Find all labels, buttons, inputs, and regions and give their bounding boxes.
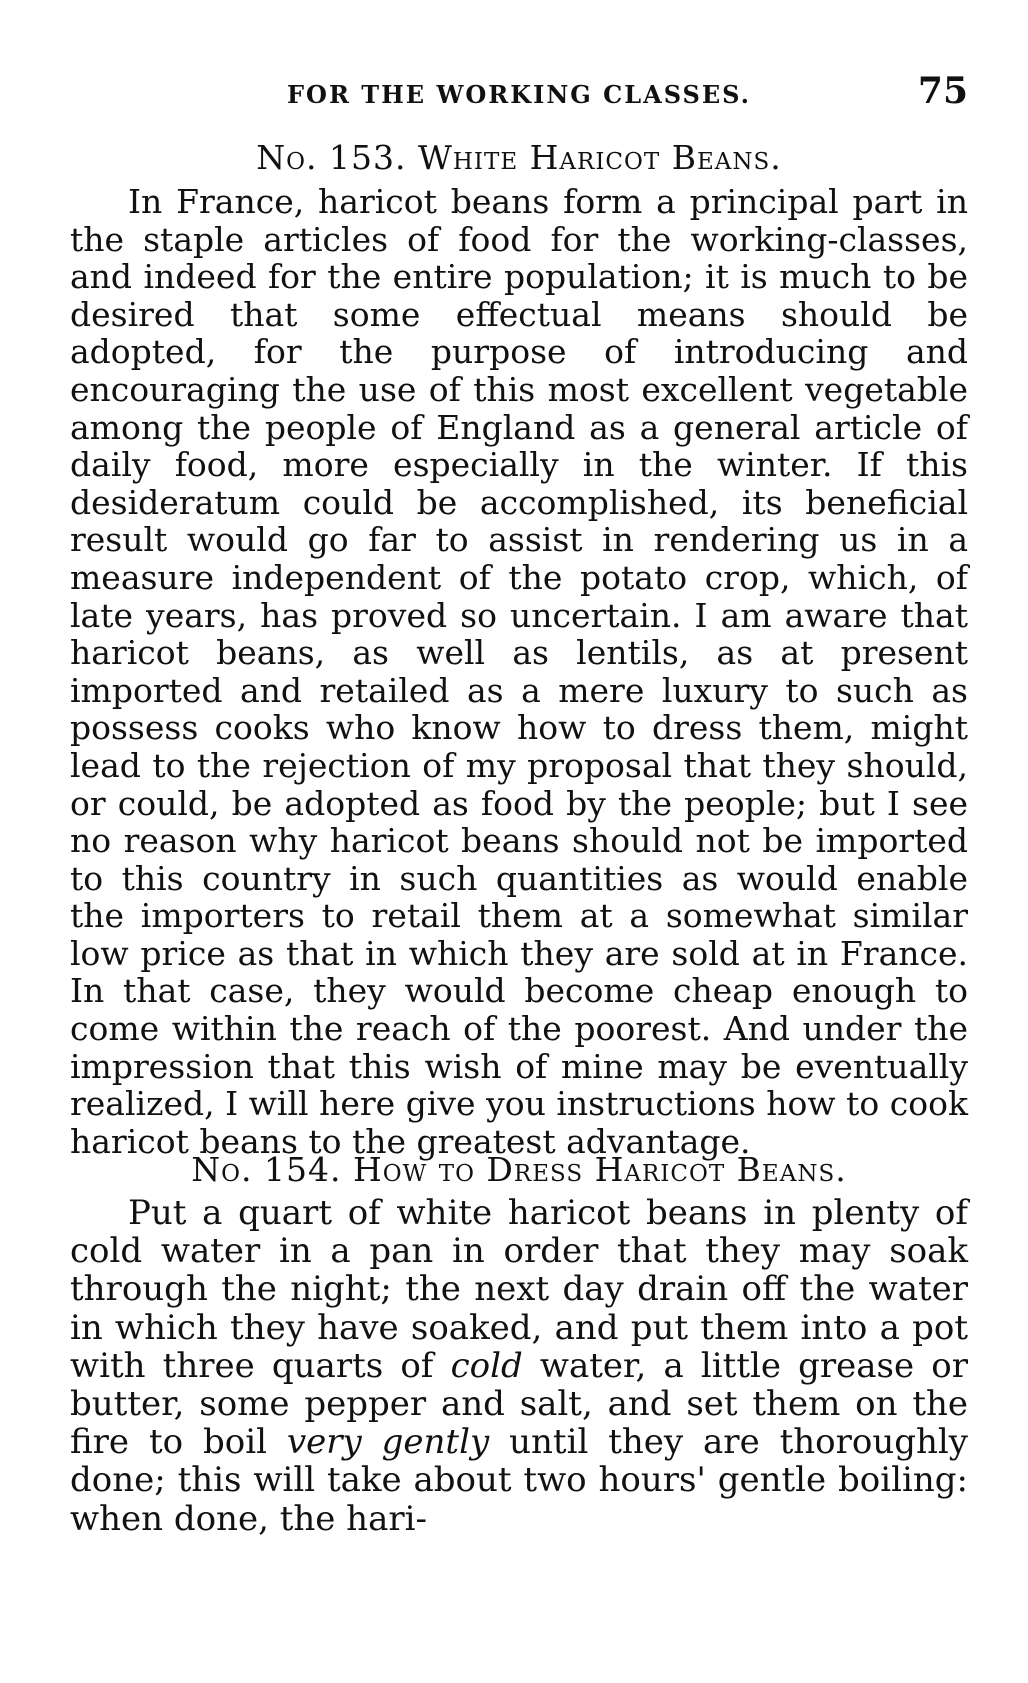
section-heading-154: No. 154. How to Dress Haricot Beans. — [191, 1150, 847, 1189]
running-head — [70, 70, 968, 118]
italic-cold: cold — [450, 1345, 523, 1386]
section-text-154-part-1: Put a quart of white haricot beans in plenty of cold water in a pan in order that they may soak through the night; the next day drain off the water in which they have soaked, and put them into a pot with three quarts of — [70, 1193, 968, 1386]
page-number: 75 — [917, 70, 968, 112]
section-text-154-part-2: water, a little grease or butter, some pepper and salt, and set them on the fire to boil — [70, 1345, 968, 1463]
section-heading-153: No. 153. White Haricot Beans. — [256, 138, 782, 177]
section-text-153: In France, haricot beans form a principal part in the staple articles of food for the working-classes, and indeed for the entire population; it is much to be desired that some effectual means should be adopted, for the purpose of introducing and encouraging the use of this most excellent vegetable among the people of England as a general article of daily food, more especially in the winter. If this desideratum could be accomplished, its beneficial result would go far to assist in rendering us in a measure independent of the potato crop, which, of late years, has proved so uncertain. I am aware that haricot beans, as well as lentils, as at present imported and retailed as a mere luxury to such as possess cooks who know how to dress them, might lead to the rejection of my proposal that they should, or could, be adopted as food by the people; but I see no reason why haricot beans should not be imported to this country in such quantities as would enable the importers to retail them at a somewhat similar low price as that in which they are sold at in France. In that case, they would become cheap enough to come within the reach of the poorest. And under the impression that this wish of mine may be eventually realized, I will here give you instructions how to cook haricot beans to the greatest advantage. — [70, 182, 968, 1161]
section-text-154-part-3: until they are thoroughly done; this will take about two hours' gentle boiling: when done, the hari- — [70, 1422, 968, 1539]
section-text-154 — [70, 1194, 968, 1538]
running-title: FOR THE WORKING CLASSES. — [287, 80, 751, 109]
italic-very-gently: very gently — [286, 1422, 490, 1463]
